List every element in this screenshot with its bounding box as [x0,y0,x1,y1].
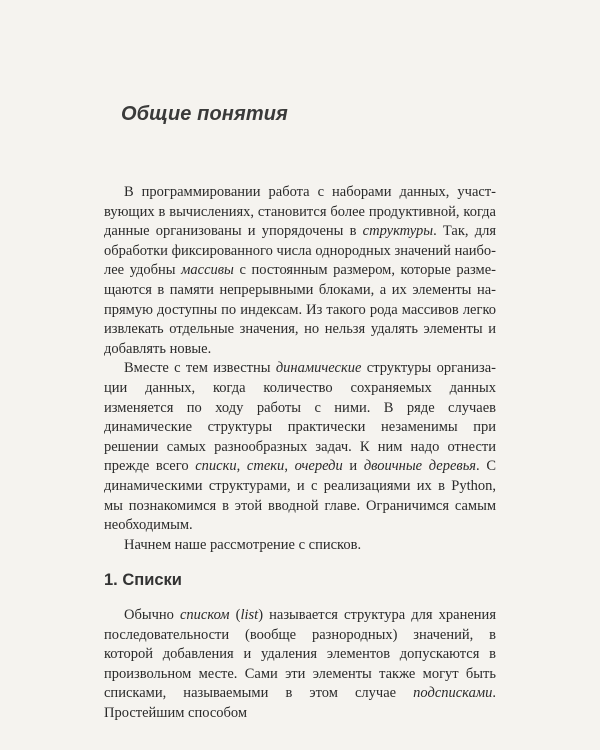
text-run: . Простейшим способом [104,685,496,721]
emphasis-text: динамические [275,360,362,377]
emphasis-text: подсписками [413,685,493,702]
text-run: В программировании работа с наборами данных, участвующих в вычислениях, становится более продуктивной, когда данные организованы и упорядочены в [104,184,496,240]
section-text [104,606,496,724]
text-run: Обычно [124,607,180,623]
text-run: Вместе с тем известны [124,360,276,377]
emphasis-text: списки [195,458,237,475]
paragraph [104,606,496,724]
text-run: структуры организации данных, когда количество сохраняемых данных изменяется по ходу работы с ними. В ряде случаев динамические структуры практически незаменимы при решении самых разнообразных задач. К ним надо отнести прежде всего [104,360,496,475]
text-run: ) называется структура для хранения последовательности (вообще разнородных) значений, в которой добавления и удаления элементов допускаются в произвольном месте. Сами эти элементы также могут быть списками, называемыми в этом случае [104,607,496,702]
text-run: ( [229,607,241,623]
section-title: 1. Списки [104,571,182,589]
chapter-title: Общие понятия [121,103,288,125]
paragraph [104,183,496,359]
emphasis-text: list [240,607,259,623]
text-run: , [284,458,295,475]
text-run: с постоянным размером, которые размещаются в памяти непрерывными блоками, а их элементы напрямую доступны по индексам. Из такого рода массивов легко извлекать отдельные значения, но нельзя удалять элементы и добавлять новые. [104,262,497,357]
text-run: , [236,458,247,475]
emphasis-text: двоичные деревья [363,458,477,475]
paragraph [104,359,496,535]
emphasis-text: списком [179,607,230,623]
intro-text [104,183,496,555]
emphasis-text: очереди [294,458,343,475]
emphasis-text: структуры [362,223,434,240]
text-run: и [342,458,364,475]
paragraph [104,536,496,556]
emphasis-text: массивы [181,262,234,279]
emphasis-text: стеки [246,458,285,475]
text-run: Начнем наше рассмотрение с списков. [124,536,362,553]
text-run: . С динамическими структурами, и с реализациями их в Python, мы познакомимся в этой вводной главе. Ограничимся самым необходимым. [104,458,496,534]
text-run: . Так, для обработки фиксированного числа однородных значений наиболее удобны [104,223,497,279]
